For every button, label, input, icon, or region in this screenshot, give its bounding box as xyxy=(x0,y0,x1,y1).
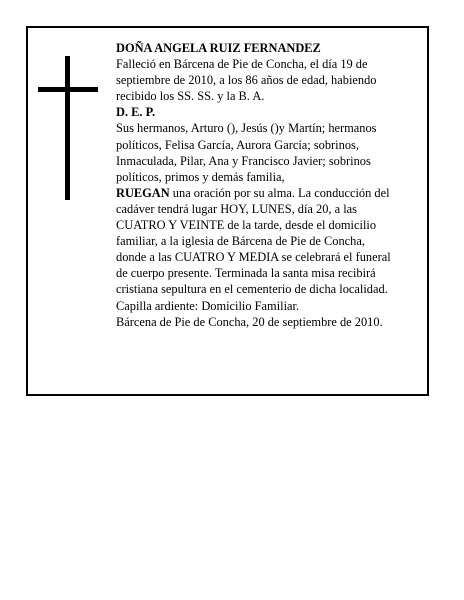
cross-horizontal-bar xyxy=(38,87,98,92)
death-line-3: recibido los SS. SS. y la B. A. xyxy=(116,89,265,104)
obituary-notice xyxy=(26,26,429,396)
deceased-name: DOÑA ANGELA RUIZ FERNANDEZ xyxy=(116,41,321,55)
funeral-line-2: cadáver tendrá lugar HOY, LUNES, día 20, a las xyxy=(116,201,357,216)
family-line-3: Inmaculada, Pilar, Ana y Francisco Javier; sobrinos xyxy=(116,153,371,168)
family-line-1: Sus hermanos, Arturo (), Jesús ()y Martín; hermanos xyxy=(116,121,377,136)
place-date-line: Bárcena de Pie de Concha, 20 de septiembre de 2010. xyxy=(116,314,383,329)
cross-icon xyxy=(38,56,98,200)
funeral-line-7: cristiana sepultura en el cementerio de dicha localidad. xyxy=(116,282,388,297)
family-line-4: políticos, primos y demás familia, xyxy=(116,169,285,184)
ruegan-word: RUEGAN xyxy=(116,185,170,200)
funeral-line-4: familiar, a la iglesia de Bárcena de Pie de Concha, xyxy=(116,234,365,249)
notice-text xyxy=(116,40,422,330)
funeral-line-1-rest: una oración por su alma. La conducción del xyxy=(169,185,390,200)
funeral-line-6: de cuerpo presente. Terminada la santa misa recibirá xyxy=(116,266,376,281)
funeral-line-5: donde a las CUATRO Y MEDIA se celebrará el funeral xyxy=(116,250,391,265)
chapel-line: Capilla ardiente: Domicilio Familiar. xyxy=(116,298,300,313)
cross-vertical-bar xyxy=(65,56,70,200)
funeral-line-3: CUATRO Y VEINTE de la tarde, desde el domicilio xyxy=(116,218,377,233)
family-line-2: políticos, Felisa García, Aurora García; sobrinos, xyxy=(116,137,359,152)
death-line-2: septiembre de 2010, a los 86 años de edad, habiendo xyxy=(116,73,377,88)
funeral-line-1 xyxy=(116,185,422,201)
rip-line: D. E. P. xyxy=(116,105,156,120)
death-line-1: Falleció en Bárcena de Pie de Concha, el día 19 de xyxy=(116,57,368,72)
